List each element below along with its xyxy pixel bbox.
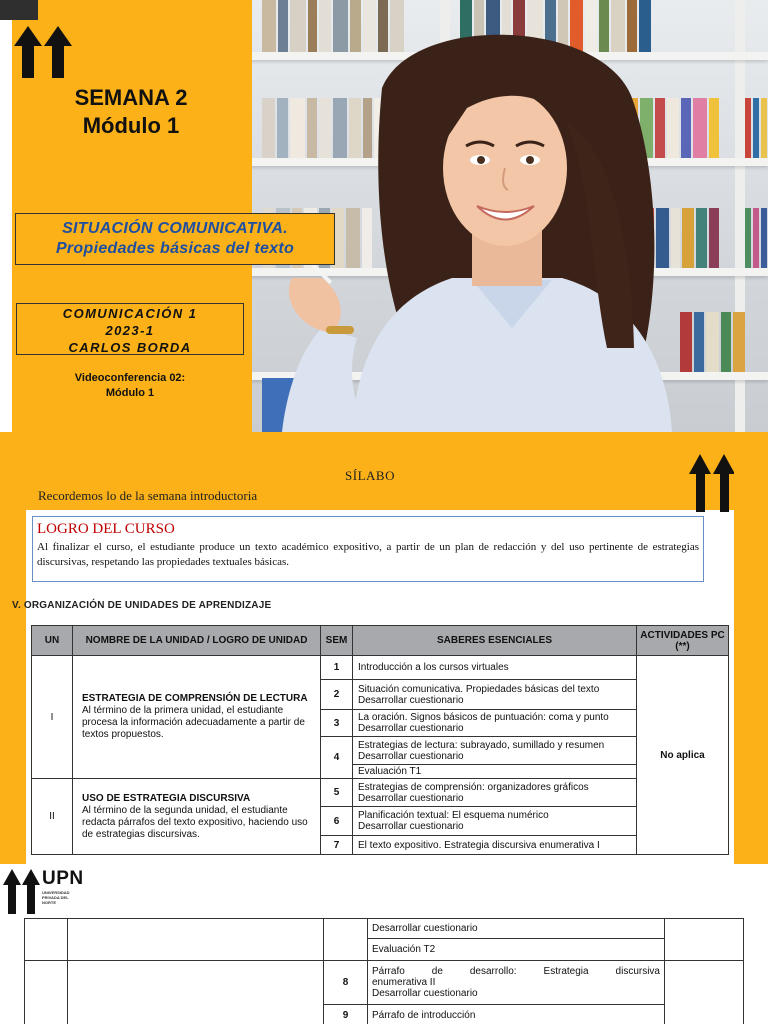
week-content xyxy=(368,1005,665,1024)
content-line: Situación comunicativa. Propiedades básicas del texto xyxy=(358,683,600,695)
unit-desc: Al término de la segunda unidad, el estudiante redacta párrafos del texto expositivo, haciendo uso de estrategias discursivas. xyxy=(82,804,308,840)
video-line2: Módulo 1 xyxy=(105,387,155,399)
unit-title: USO DE ESTRATEGIA DISCURSIVA xyxy=(82,792,251,804)
units-table xyxy=(31,625,729,855)
syllabus-intro: Recordemos lo de la semana introductoria xyxy=(38,488,258,503)
content-line: Desarrollar cuestionario xyxy=(372,923,478,934)
table-row xyxy=(32,656,729,680)
content-line: Evaluación T2 xyxy=(372,944,436,955)
activities-cell xyxy=(665,919,744,961)
week-number: 9 xyxy=(324,1005,368,1024)
week-content xyxy=(353,656,637,680)
content-line: Párrafo de introducción xyxy=(372,1010,476,1021)
week-content xyxy=(353,737,637,765)
content-line: Evaluación T1 xyxy=(358,766,422,777)
syllabus-right-edge xyxy=(734,432,768,864)
content-line: Estrategias de lectura: subrayado, sumillado y resumen xyxy=(358,739,605,751)
unit-cell xyxy=(68,919,324,961)
week-content xyxy=(368,939,665,961)
header-un: UN xyxy=(32,626,73,656)
unit-title: ESTRATEGIA DE COMPRENSIÓN DE LECTURA xyxy=(82,693,308,704)
course-goal-box xyxy=(32,516,704,582)
week-content xyxy=(368,961,665,1005)
content-line: La oración. Signos básicos de puntuación: coma y punto xyxy=(358,712,609,723)
content-line: Desarrollar cuestionario xyxy=(372,988,478,999)
section-title: V. ORGANIZACIÓN DE UNIDADES DE APRENDIZAJE xyxy=(12,600,272,611)
week-content xyxy=(353,710,637,737)
week-number: 7 xyxy=(321,836,353,855)
week-number: 5 xyxy=(321,779,353,807)
books xyxy=(745,208,767,268)
content-line: Desarrollar cuestionario xyxy=(358,821,464,832)
header-activities: ACTIVIDADES PC (**) xyxy=(637,626,729,656)
week-number: 3 xyxy=(321,710,353,737)
week-content xyxy=(353,765,637,779)
week-number xyxy=(324,919,368,961)
content-line: Desarrollar cuestionario xyxy=(358,694,464,706)
content-line: Desarrollar cuestionario xyxy=(358,792,464,804)
unit-cell xyxy=(73,779,321,855)
week-content xyxy=(353,680,637,710)
week-number: 2 xyxy=(321,680,353,710)
content-line: Desarrollar cuestionario xyxy=(358,723,464,734)
activities-cell: No aplica xyxy=(637,656,729,855)
units-table-continued xyxy=(24,918,744,1024)
unit-cell xyxy=(68,961,324,1024)
content-line: Planificación textual: El esquema numérico xyxy=(358,810,549,821)
unit-cell xyxy=(73,656,321,779)
module-label: Módulo 1 xyxy=(82,113,180,138)
content-line: enumerativa II xyxy=(372,977,436,988)
cover-left-strip xyxy=(0,0,12,432)
video-line1: Videoconferencia 02: xyxy=(74,372,186,384)
upn-arrows-logo xyxy=(2,868,42,914)
syllabus-title: SÍLABO xyxy=(345,468,395,483)
header-unit: NOMBRE DE LA UNIDAD / LOGRO DE UNIDAD xyxy=(73,626,321,656)
activities-cell xyxy=(665,961,744,1024)
content-line: Desarrollar cuestionario xyxy=(358,750,464,762)
week-number: 4 xyxy=(321,737,353,779)
week-content xyxy=(353,807,637,836)
unit-number xyxy=(25,919,68,961)
week-label: SEMANA 2 xyxy=(74,85,188,110)
topic-box xyxy=(15,213,335,265)
upn-arrows-logo xyxy=(12,24,74,78)
unit-desc: Al término de la primera unidad, el estudiante procesa la información adecuadamente a partir de textos propuestos. xyxy=(82,705,305,740)
course-goal-title: LOGRO DEL CURSO xyxy=(37,521,175,537)
books xyxy=(745,98,767,158)
unit-number: II xyxy=(32,779,73,855)
content-line: Introducción a los cursos virtuales xyxy=(358,662,509,673)
cover-slide xyxy=(0,0,768,432)
week-number: 6 xyxy=(321,807,353,836)
header-sem: SEM xyxy=(321,626,353,656)
books xyxy=(680,312,745,372)
topic-line2: Propiedades básicas del texto xyxy=(55,240,295,257)
week-content xyxy=(353,836,637,855)
course-box xyxy=(16,303,244,355)
upn-arrows-logo xyxy=(688,452,736,512)
corner-bar xyxy=(0,0,38,20)
course-goal-text: Al finalizar el curso, el estudiante produce un texto académico expositivo, a partir de un plan de redacción y del uso pertinente de estrategias discursivas, respetando las propiedades textuales básicas. xyxy=(37,541,699,568)
topic-line1: SITUACIÓN COMUNICATIVA. xyxy=(62,220,288,237)
week-number: 8 xyxy=(324,961,368,1005)
course-term: 2023-1 xyxy=(105,323,155,338)
content-line: Estrategias de comprensión: organizadores gráficos xyxy=(358,781,589,793)
unit-number: I xyxy=(32,656,73,779)
content-line: Párrafo de desarrollo: Estrategia discursiva xyxy=(372,966,660,977)
table-row xyxy=(32,779,729,807)
table-row xyxy=(25,961,744,1005)
content-line: El texto expositivo. Estrategia discursiva enumerativa I xyxy=(358,839,600,851)
unit-number xyxy=(25,961,68,1024)
week-number: 1 xyxy=(321,656,353,680)
course-name: COMUNICACIÓN 1 xyxy=(62,306,198,321)
week-content xyxy=(368,919,665,939)
video-note xyxy=(40,371,220,401)
teacher-name: CARLOS BORDA xyxy=(68,340,192,355)
table-header-row xyxy=(32,626,729,656)
week-heading xyxy=(20,84,242,140)
week-content xyxy=(353,779,637,807)
upn-logo-text: UPN xyxy=(42,868,84,889)
table-row xyxy=(25,919,744,939)
upn-logo-subtitle: UNIVERSIDAD PRIVADA DEL NORTE xyxy=(42,890,70,905)
header-saberes: SABERES ESENCIALES xyxy=(353,626,637,656)
